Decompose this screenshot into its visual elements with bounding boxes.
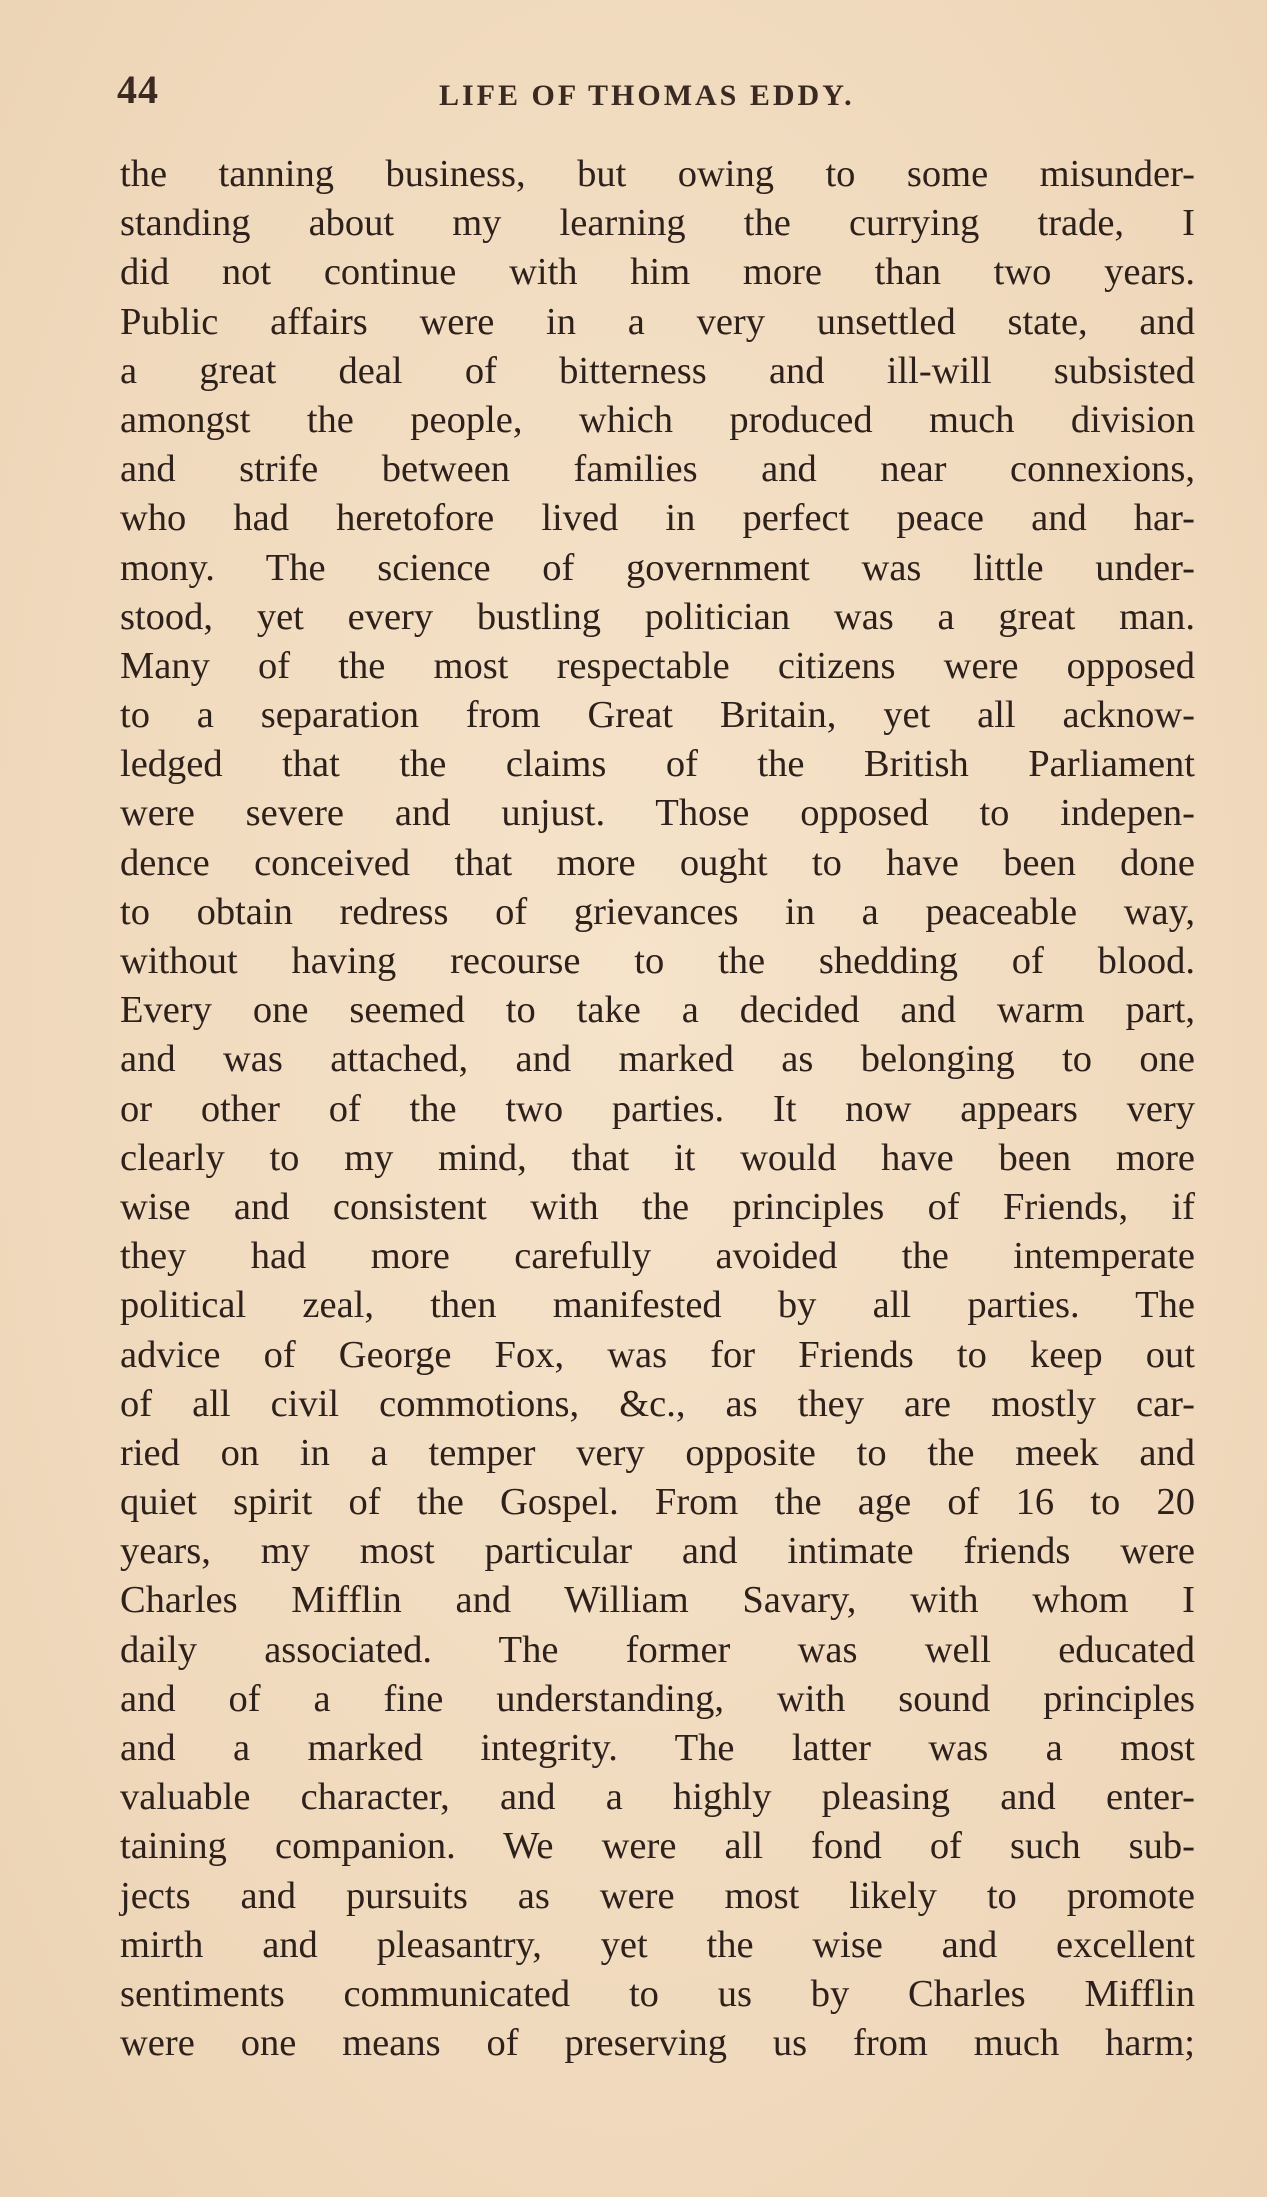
- text-line: years, my most particular and intimate friends were: [120, 1530, 1195, 1573]
- text-line: standing about my learning the currying trade, I: [120, 202, 1195, 245]
- text-line: without having recourse to the shedding of blood.: [120, 940, 1195, 982]
- text-line: who had heretofore lived in perfect peace and har-: [120, 497, 1195, 540]
- text-line: a great deal of bitterness and ill-will subsisted: [120, 349, 1195, 392]
- text-line: to a separation from Great Britain, yet all acknow-: [120, 694, 1195, 737]
- text-line: wise and consistent with the principles of Friends, if: [120, 1185, 1195, 1228]
- body-text: [120, 150, 1195, 2068]
- page-number: 44: [117, 67, 159, 112]
- text-line: and a marked integrity. The latter was a most: [120, 1727, 1195, 1769]
- text-line: jects and pursuits as were most likely to promote: [120, 1874, 1195, 1917]
- text-line: daily associated. The former was well educated: [120, 1628, 1195, 1671]
- text-line: advice of George Fox, was for Friends to keep out: [120, 1333, 1195, 1376]
- text-line: stood, yet every bustling politician was a great man.: [120, 595, 1195, 638]
- text-line: Every one seemed to take a decided and warm part,: [120, 989, 1195, 1032]
- text-line: or other of the two parties. It now appears very: [120, 1087, 1195, 1130]
- text-line: taining companion. We were all fond of such sub-: [120, 1825, 1195, 1868]
- text-line: amongst the people, which produced much division: [120, 398, 1195, 441]
- text-line: mirth and pleasantry, yet the wise and excellent: [120, 1923, 1195, 1966]
- text-line: and was attached, and marked as belonging to one: [120, 1038, 1195, 1081]
- text-line: and of a fine understanding, with sound principles: [120, 1677, 1195, 1720]
- page-header: [117, 62, 1197, 122]
- running-head: LIFE OF THOMAS EDDY.: [439, 79, 855, 112]
- text-line: political zeal, then manifested by all parties. The: [120, 1284, 1195, 1327]
- text-line: Charles Mifflin and William Savary, with whom I: [120, 1579, 1195, 1622]
- text-line: to obtain redress of grievances in a peaceable way,: [120, 890, 1195, 933]
- text-line: quiet spirit of the Gospel. From the age of 16 to 20: [120, 1481, 1195, 1524]
- text-line: were one means of preserving us from much harm;: [120, 2022, 1195, 2065]
- text-line: dence conceived that more ought to have been done: [120, 841, 1195, 884]
- text-line: did not continue with him more than two years.: [120, 251, 1195, 294]
- text-line: ledged that the claims of the British Parliament: [120, 743, 1195, 786]
- text-line: mony. The science of government was little under-: [120, 546, 1195, 589]
- text-line: ried on in a temper very opposite to the meek and: [120, 1431, 1195, 1474]
- text-line: sentiments communicated to us by Charles Mifflin: [120, 1972, 1195, 2015]
- text-line: and strife between families and near connexions,: [120, 448, 1195, 491]
- text-line: they had more carefully avoided the intemperate: [120, 1235, 1195, 1278]
- text-line: valuable character, and a highly pleasing and enter-: [120, 1776, 1195, 1819]
- text-line: were severe and unjust. Those opposed to indepen-: [120, 792, 1195, 835]
- text-line: the tanning business, but owing to some misunder-: [120, 153, 1195, 195]
- text-line: Many of the most respectable citizens were opposed: [120, 644, 1195, 687]
- text-line: Public affairs were in a very unsettled state, and: [120, 300, 1195, 343]
- text-line: of all civil commotions, &c., as they are mostly car-: [120, 1382, 1195, 1425]
- text-line: clearly to my mind, that it would have been more: [120, 1136, 1195, 1179]
